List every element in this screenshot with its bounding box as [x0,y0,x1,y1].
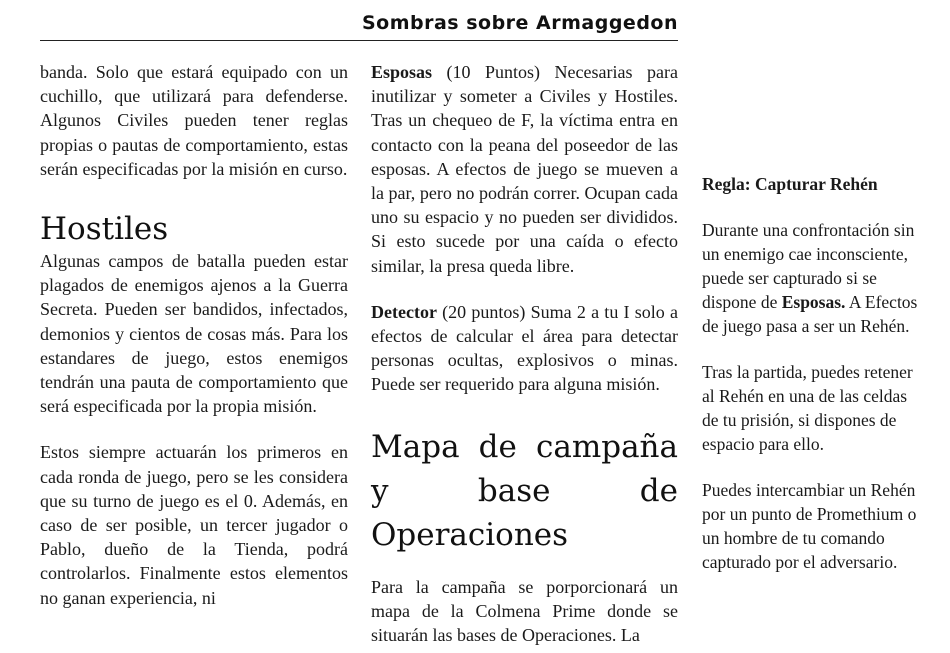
sidebar-rule-box [702,172,918,574]
paragraph-gap [371,278,678,300]
mapa-paragraph: Para la campaña se porporcionará un mapa de la Colmena Prime donde se situarán las bases de Operaciones. La [371,576,678,646]
esposas-term: Esposas [371,62,433,82]
sidebar-title: Regla: Capturar Rehén [702,174,878,194]
paragraph-gap [702,456,918,478]
left-column [40,60,348,610]
sidebar-paragraph-1 [702,218,918,338]
sidebar-paragraph-2: Tras la partida, puedes retener al Rehén en una de las celdas de tu prisión, si dispones de espacio para ello. [702,362,913,454]
sidebar-p1-after: A Efectos de juego pasa a ser un Rehén. [702,292,918,336]
hostiles-paragraph-1: Algunas campos de batalla pueden estar plagados de enemigos ajenos a la Guerra Secreta. Pueden ser bandidos, infectados, demonios y cientos de cosas más. Para los estandares de juego, estos enemigos tendrán una pauta de comportamiento que será especificada por la propia misión. [40,251,348,417]
hostiles-paragraph-2: Estos siempre actuarán los primeros en cada ronda de juego, pero se les considera que su turno de juego es el 0. Además, en caso de ser posible, un tercer jugador o Pablo, dueño de la Tienda, podrá controlarlos. Finalmente estos elementos no ganan experiencia, ni [40,442,348,608]
intro-paragraph: banda. Solo que estará equipado con un cuchillo, que utilizará para defenderse. Algunos Civiles pueden tener reglas propias o pautas de comportamiento, estas serán especificadas por la misión en curso. [40,62,348,179]
header-rule [40,40,678,41]
running-header-title: Sombras sobre Armaggedon [361,12,678,34]
paragraph-gap [702,338,918,360]
detector-term: Detector [371,301,437,322]
mapa-heading: Mapa de campaña y base de Operaciones [371,428,678,553]
paragraph-gap [40,418,348,440]
detector-paragraph [371,300,678,397]
esposas-text: (10 Puntos) Necesarias para inutilizar y someter a Civiles y Hostiles. Tras un chequeo de F, la víctima entra en contacto con la peana del poseedor de las esposas. A efectos de juego se mueven a la par, pero no podrán correr. Ocupan cada uno su espacio y no pueden ser divididos. Si esto sucede por una caída o efecto similar, la presa queda libre. [371,62,678,276]
sidebar-p1-bold: Esposas. [781,292,846,312]
hostiles-heading: Hostiles [40,211,169,248]
esposas-paragraph [371,60,678,278]
middle-column [371,60,678,647]
sidebar-paragraph-3: Puedes intercambiar un Rehén por un punto de Promethium o un hombre de tu comando capturado por el adversario. [702,480,917,572]
sidebar-p1-before: Durante una confrontación sin un enemigo cae inconsciente, puede ser capturado si se dispone de [702,220,915,312]
paragraph-gap [371,557,678,575]
detector-text: (20 puntos) Suma 2 a tu I solo a efectos de calcular el área para detectar personas ocultas, explosivos o minas. Puede ser requerido para alguna misión. [371,301,678,395]
